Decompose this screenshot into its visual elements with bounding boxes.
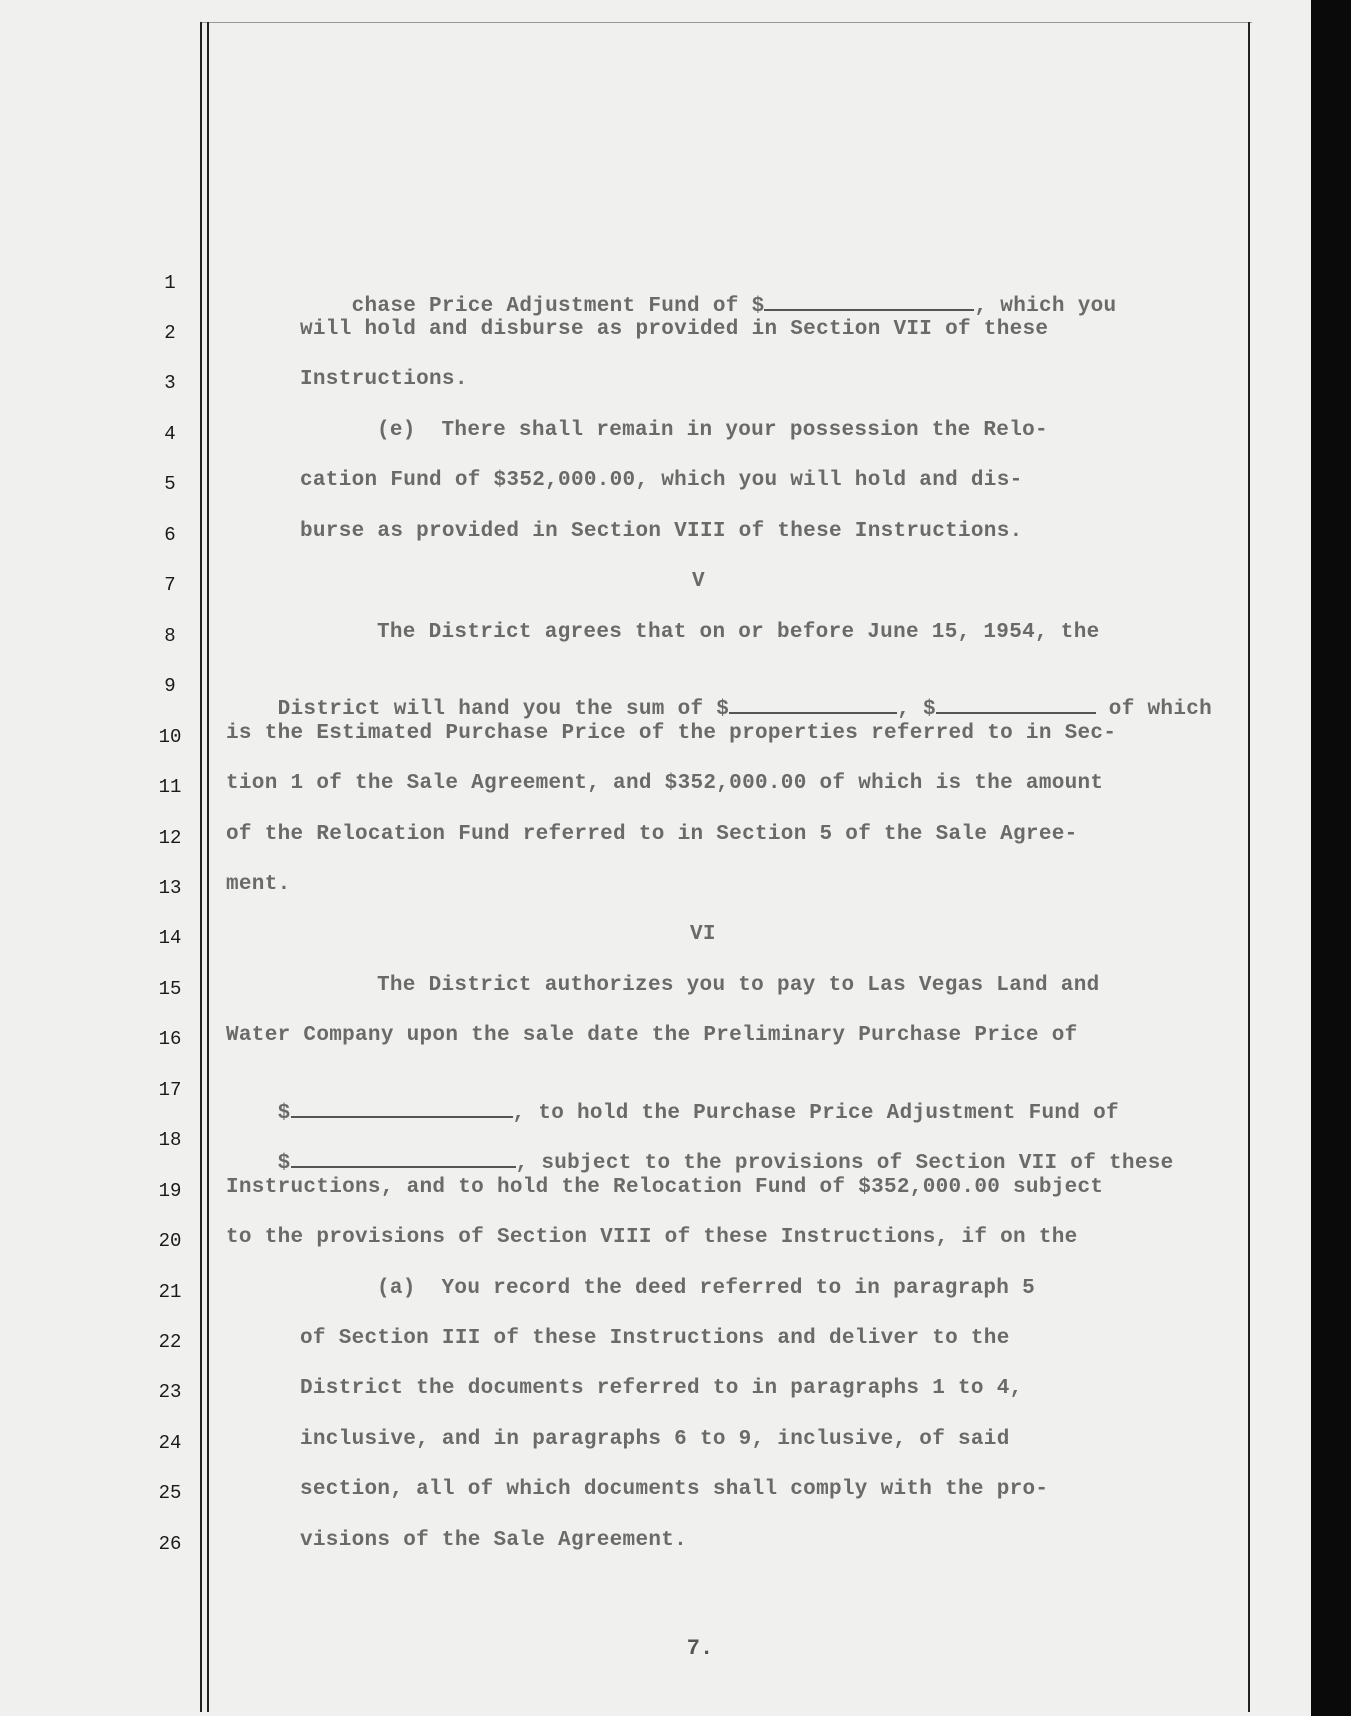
line-number: 14 bbox=[158, 927, 182, 949]
text-segment: District will hand you the sum of $ bbox=[277, 698, 730, 721]
text-line: The District authorizes you to pay to Las Vegas Land and bbox=[377, 974, 1100, 997]
text-line: visions of the Sale Agreement. bbox=[300, 1529, 688, 1552]
right-margin-rule bbox=[1248, 22, 1250, 1712]
line-number: 25 bbox=[158, 1482, 182, 1504]
text-line: (a) You record the deed referred to in paragraph 5 bbox=[377, 1277, 1036, 1300]
line-number: 13 bbox=[158, 877, 182, 899]
line-number: 16 bbox=[158, 1028, 182, 1050]
left-margin-rule-inner bbox=[207, 22, 209, 1712]
text-segment: of which bbox=[1095, 698, 1213, 721]
left-margin-rule-outer bbox=[200, 22, 202, 1712]
line-number: 20 bbox=[158, 1230, 182, 1252]
section-heading: VI bbox=[690, 923, 716, 946]
line-number: 6 bbox=[164, 524, 176, 546]
fill-in-blank bbox=[936, 694, 1096, 714]
line-number: 24 bbox=[158, 1432, 182, 1454]
text-line: of Section III of these Instructions and deliver to the bbox=[300, 1327, 1010, 1350]
fill-in-blank bbox=[764, 291, 974, 311]
line-number: 19 bbox=[158, 1180, 182, 1202]
section-heading: V bbox=[692, 570, 705, 593]
line-number: 8 bbox=[164, 625, 176, 647]
text-line: of the Relocation Fund referred to in Section 5 of the Sale Agree- bbox=[226, 823, 1078, 846]
text-line: tion 1 of the Sale Agreement, and $352,000.00 of which is the amount bbox=[226, 772, 1104, 795]
text-line: cation Fund of $352,000.00, which you will hold and dis- bbox=[300, 469, 1023, 492]
line-number: 21 bbox=[158, 1281, 182, 1303]
text-line: (e) There shall remain in your possession the Relo- bbox=[377, 419, 1048, 442]
text-segment: , which you bbox=[974, 295, 1117, 318]
text-line: burse as provided in Section VIII of these Instructions. bbox=[300, 520, 1023, 543]
text-segment: , subject to the provisions of Section VII of these bbox=[515, 1152, 1174, 1175]
line-number: 22 bbox=[158, 1331, 182, 1353]
line-number: 4 bbox=[164, 423, 176, 445]
text-line: Instructions. bbox=[300, 368, 468, 391]
text-line: is the Estimated Purchase Price of the properties referred to in Sec- bbox=[226, 722, 1117, 745]
line-number: 3 bbox=[164, 372, 176, 394]
text-segment: chase Price Adjustment Fund of $ bbox=[351, 295, 765, 318]
text-line: inclusive, and in paragraphs 6 to 9, inclusive, of said bbox=[300, 1428, 1010, 1451]
line-number: 9 bbox=[164, 675, 176, 697]
text-line: Instructions, and to hold the Relocation Fund of $352,000.00 subject bbox=[226, 1176, 1104, 1199]
text-line: ment. bbox=[226, 873, 291, 896]
text-line: section, all of which documents shall comply with the pro- bbox=[300, 1478, 1049, 1501]
text-line: District the documents referred to in paragraphs 1 to 4, bbox=[300, 1377, 1023, 1400]
line-number: 10 bbox=[158, 726, 182, 748]
text-line: The District agrees that on or before June 15, 1954, the bbox=[377, 621, 1100, 644]
line-number: 26 bbox=[158, 1533, 182, 1555]
line-number: 18 bbox=[158, 1129, 182, 1151]
fill-in-blank bbox=[291, 1098, 513, 1118]
fill-in-blank bbox=[291, 1148, 516, 1168]
text-segment: $ bbox=[277, 1152, 291, 1175]
line-number: 17 bbox=[158, 1079, 182, 1101]
text-segment: , $ bbox=[897, 698, 936, 721]
line-number: 7 bbox=[164, 574, 176, 596]
line-number: 5 bbox=[164, 473, 176, 495]
line-number: 2 bbox=[164, 322, 176, 344]
line-number: 12 bbox=[158, 827, 182, 849]
fill-in-blank bbox=[729, 694, 897, 714]
text-segment: , to hold the Purchase Price Adjustment Fund of bbox=[512, 1102, 1119, 1125]
top-rule bbox=[200, 22, 1252, 23]
line-number: 23 bbox=[158, 1381, 182, 1403]
text-line: Water Company upon the sale date the Preliminary Purchase Price of bbox=[226, 1024, 1078, 1047]
line-number: 11 bbox=[158, 776, 182, 798]
text-line: to the provisions of Section VIII of these Instructions, if on the bbox=[226, 1226, 1078, 1249]
line-number: 1 bbox=[164, 272, 176, 294]
line-number: 15 bbox=[158, 978, 182, 1000]
text-segment: $ bbox=[277, 1102, 291, 1125]
page-number: 7. bbox=[686, 1636, 714, 1661]
text-line: will hold and disburse as provided in Section VII of these bbox=[300, 318, 1049, 341]
